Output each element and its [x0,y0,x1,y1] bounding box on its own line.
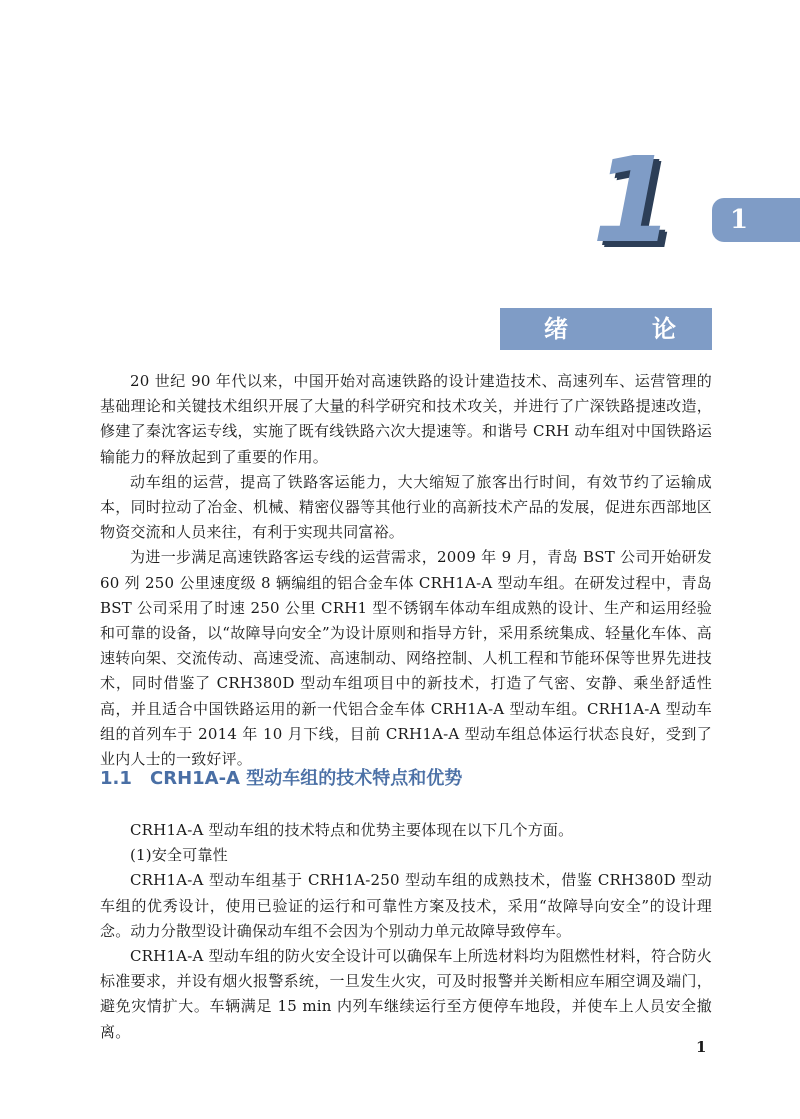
chapter-title [500,308,712,350]
section-paragraph-3: CRH1A-A 型动车组基于 CRH1A-250 型动车组的成熟技术，借鉴 CRH380D 型动车组的优秀设计，使用已验证的运行和可靠性方案及技术，采用“故障导向安全”的设计理念。动力分散型设计确保动车组不会因为个别动力单元故障导致停车。 [100,871,712,940]
chapter-title-char-1: 绪 [544,315,568,343]
intro-paragraph-3: 为进一步满足高速铁路客运专线的运营需求，2009 年 9 月，青岛 BST 公司开始研发 60 列 250 公里速度级 8 辆编组的铝合金车体 CRH1A-A 型动车组。在研发过程中，青岛 BST 公司采用了时速 250 公里 CRH1 型不锈钢车体动车组成熟的设计、生产和运用经验和可靠的设备，以“故障导向安全”为设计原则和指导方针，采用系统集成、轻量化车体、高速转向架、交流传动、高速受流、高速制动、网络控制、人机工程和节能环保等世界先进技术，同时借鉴了 CRH380D 型动车组项目中的新技术，打造了气密、安静、乘坐舒适性高，并且适合中国铁路运用的新一代铝合金车体 CRH1A-A 型动车组。CRH1A-A 型动车组的首列车于 2014 年 10 月下线，目前 CRH1A-A 型动车组总体运行状态良好，受到了业内人士的一致好评。 [100,548,712,769]
chapter-number: 1 [592,131,675,269]
chapter-side-tab: 1 [712,198,800,242]
intro-paragraph-2: 动车组的运营，提高了铁路客运能力，大大缩短了旅客出行时间，有效节约了运输成本，同时拉动了冶金、机械、精密仪器等其他行业的高新技术产品的发展，促进东西部地区物资交流和人员来往，有利于实现共同富裕。 [100,472,712,542]
section-paragraph-4: CRH1A-A 型动车组的防火安全设计可以确保车上所选材料均为阻燃性材料，符合防火标准要求，并设有烟火报警系统，一旦发生火灾，可及时报警并关断相应车厢空调及端门，避免灾情扩大。车辆满足 15 min 内列车继续运行至方便停车地段，并使车上人员安全撤离。 [100,947,712,1041]
page-number: 1 [696,1038,707,1056]
intro-text [100,369,712,772]
section-text [100,818,712,1045]
section-number: 1.1 [100,768,132,789]
section-paragraph-1: CRH1A-A 型动车组的技术特点和优势主要体现在以下几个方面。 [130,821,574,839]
chapter-title-char-2: 论 [652,315,676,343]
section-heading [100,764,462,790]
intro-paragraph-1: 20 世纪 90 年代以来，中国开始对高速铁路的设计建造技术、高速列车、运营管理的基础理论和关键技术组织开展了大量的科学研究和技术攻关，并进行了广深铁路提速改造，修建了秦沈客运专线，实施了既有线铁路六次大提速等。和谐号 CRH 动车组对中国铁路运输能力的释放起到了重要的作用。 [100,372,712,466]
section-title: CRH1A-A 型动车组的技术特点和优势 [150,768,463,789]
section-paragraph-2: (1)安全可靠性 [130,846,228,865]
